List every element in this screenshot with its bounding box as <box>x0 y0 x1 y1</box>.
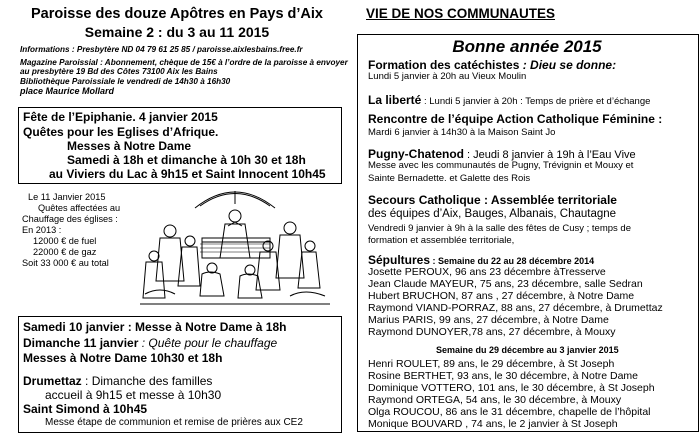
aco-heading: Rencontre de l’équipe Action Catholique Féminine : <box>368 112 663 126</box>
info-line: Magazine Paroissial : Abonnement, chèque de 15€ à l’ordre de la paroisse à envoyer <box>20 58 348 67</box>
church-illustration <box>140 186 330 311</box>
burial-entry: Henri ROULET, 89 ans, le 29 décembre, à St Joseph <box>368 358 615 370</box>
sunday-quete: : Quête pour le chauffage <box>141 336 278 350</box>
drumettaz-label: Drumettaz <box>23 374 82 388</box>
parish-title: Paroisse des douze Apôtres en Pays d’Aix <box>31 6 323 22</box>
sepultures-label: Sépultures <box>368 253 431 267</box>
burial-entry: Marius PARIS, 99 ans, 27 décembre, à Notre Dame <box>368 314 609 326</box>
info-line: Bibliothèque Paroissiale le vendredi de 14h30 à 16h30 <box>20 77 231 86</box>
quete-line: 12000 € de fuel <box>33 236 97 246</box>
catechists-label: Formation des catéchistes <box>368 58 520 72</box>
burial-entry: Dominique VOTTERO, 101 ans, le 30 décembre, à St Joseph <box>368 382 655 394</box>
week-subtitle: Semaine 2 : du 3 au 11 2015 <box>84 24 270 40</box>
saint-simond: Saint Simond à 10h45 <box>23 402 148 416</box>
sunday-label: Dimanche 11 janvier <box>23 336 139 350</box>
quete-line: Le 11 Janvier 2015 <box>28 192 106 202</box>
weekend-box <box>18 316 342 433</box>
epiphany-quete: Quêtes pour les Eglises d’Afrique. <box>23 125 219 139</box>
drumettaz-schedule: accueil à 9h15 et messe à 10h30 <box>45 388 222 402</box>
info-line: place Maurice Mollard <box>20 86 115 96</box>
drumettaz-text: : Dimanche des familles <box>85 374 213 388</box>
pugny-detail: : Jeudi 8 janvier à 19h à l’Eau Vive <box>464 149 636 161</box>
epiphany-schedule: Samedi à 18h et dimanche à 10h 30 et 18h <box>67 153 306 167</box>
burial-entry: Raymond DUNOYER,78 ans, 27 décembre, à Mouxy <box>368 326 616 338</box>
drumettaz-line <box>23 374 212 388</box>
burial-entry: Josette PEROUX, 96 ans 23 décembre àTresserve <box>368 266 606 278</box>
quete-line: Soit 33 000 € au total <box>22 258 109 268</box>
sepultures-week1: : Semaine du 22 au 28 décembre 2014 <box>430 256 595 266</box>
burial-entry: Monique BOUVARD , 74 ans, le 2 janvier à St Joseph <box>368 418 618 430</box>
sunday-line <box>23 336 277 350</box>
pugny-label: Pugny-Chatenod <box>368 147 464 161</box>
secours-teams: des équipes d’Aix, Bauges, Albanais, Chautagne <box>368 208 617 220</box>
quete-line: 22000 € de gaz <box>33 247 97 257</box>
info-line: au presbytère 19 Bd des Côtes 73100 Aix les Bains <box>20 67 218 76</box>
sunday-masses: Messes à Notre Dame 10h30 et 18h <box>23 351 223 365</box>
secours-heading: Secours Catholique : Assemblée territoriale <box>368 193 617 207</box>
communion-line: Messe étape de communion et remise de prières aux CE2 <box>45 417 303 428</box>
secours-text: formation et assemblée territoriale, <box>368 235 515 246</box>
burial-entry: Rosine BERTHET, 93 ans, le 30 décembre, à Notre Dame <box>368 370 639 382</box>
liberte-detail: : Lundi 5 janvier à 20h : Temps de prière et d’échange <box>421 96 651 107</box>
info-line: Informations : Presbytère ND 04 79 61 25 85 / paroisse.aixlesbains.free.fr <box>20 45 303 54</box>
section-title: VIE DE NOS COMMUNAUTES <box>366 6 556 21</box>
week2-title: Semaine du 29 décembre au 3 janvier 2015 <box>436 345 619 355</box>
liberte-line <box>368 91 650 109</box>
quete-line: Chauffage des églises : <box>22 214 118 224</box>
aco-detail: Mardi 6 janvier à 14h30 à la Maison Saint Jo <box>368 127 556 138</box>
liberte-label: La liberté <box>368 93 422 107</box>
catechists-theme: : Dieu se donne: <box>519 58 617 72</box>
epiphany-title: Fête de l’Epiphanie. 4 janvier 2015 <box>23 110 218 124</box>
new-year-title: Bonne année 2015 <box>452 37 602 56</box>
quete-line: En 2013 : <box>22 225 62 235</box>
burial-entry: Olga ROUCOU, 86 ans le 31 décembre, chapelle de l’hôpital <box>368 406 651 418</box>
secours-text: Vendredi 9 janvier à 9h à la salle des fêtes de Cusy ; temps de <box>368 223 631 234</box>
burial-entry: Raymond ORTEGA, 54 ans, le 30 décembre, à Mouxy <box>368 394 622 406</box>
epiphany-masses: Messes à Notre Dame <box>67 139 192 153</box>
catechists-detail: Lundi 5 janvier à 20h au Vieux Moulin <box>368 71 527 82</box>
burial-entry: Jean Claude MAYEUR, 75 ans, 23 décembre, salle Sedran <box>368 278 643 290</box>
epiphany-box <box>18 107 342 184</box>
saturday-mass: Samedi 10 janvier : Messe à Notre Dame à 18h <box>23 320 287 334</box>
burial-entry: Raymond VIAND-PORRAZ, 88 ans, 27 décembre, à Drumettaz <box>368 302 663 314</box>
pugny-text: Messe avec les communautés de Pugny, Trévignin et Mouxy et <box>368 160 634 171</box>
epiphany-other: au Viviers du Lac à 9h15 et Saint Innocent 10h45 <box>49 167 326 181</box>
quete-line: Quêtes affectées au <box>38 203 121 213</box>
burial-entry: Hubert BRUCHON, 87 ans , 27 décembre, à Notre Dame <box>368 290 635 302</box>
pugny-text: Sainte Bernadette. et Galette des Rois <box>368 173 531 184</box>
